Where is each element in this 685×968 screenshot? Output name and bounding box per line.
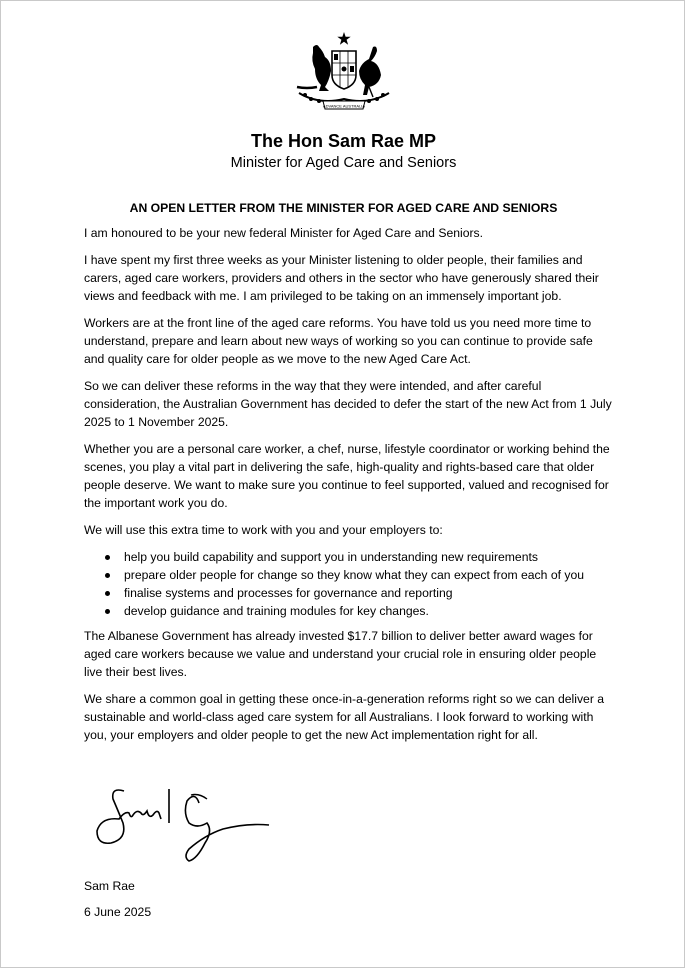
paragraph-2: I have spent my first three weeks as your Minister listening to older people, their families and carers, aged care workers, providers and others in the sector who have generously shared their views and feedback with me. I am privileged to be taking on an immensely important job. [84, 253, 599, 303]
list-item: finalise systems and processes for governance and reporting [84, 584, 614, 602]
paragraph-4: So we can deliver these reforms in the way that they were intended, and after careful consideration, the Australian Government has decided to defer the start of the new Act from 1 July 2025 to 1 November 2025. [84, 379, 612, 429]
paragraph-6: We will use this extra time to work with you and your employers to: [84, 523, 443, 537]
paragraph-1: I am honoured to be your new federal Minister for Aged Care and Seniors. [84, 226, 484, 240]
paragraph-5: Whether you are a personal care worker, a chef, nurse, lifestyle coordinator or working behind the scenes, you play a vital part in delivering the safe, high-quality and rights-based care that older people deserve. We want to make sure you continue to feel supported, valued and recognised for the important work you do. [84, 442, 610, 510]
crest-motto: ADVANCE AUSTRALIA [322, 103, 366, 109]
letter-heading: AN OPEN LETTER FROM THE MINISTER FOR AGED CARE AND SENIORS [129, 201, 558, 215]
paragraph-3: Workers are at the front line of the aged care reforms. You have told us you need more time to understand, prepare and learn about new ways of working so you can continue to provide safe and quality care for older people as we move to the new Aged Care Act. [84, 316, 593, 366]
list-item: develop guidance and training modules for key changes. [84, 602, 614, 620]
handwritten-signature [89, 783, 274, 873]
minister-role: Minister for Aged Care and Seniors [230, 155, 457, 171]
minister-name: The Hon Sam Rae MP [250, 131, 437, 151]
bullet-icon [105, 591, 110, 596]
list-item: prepare older people for change so they know what they can expect from each of you [84, 566, 614, 584]
bullet-icon [105, 573, 110, 578]
list-item: help you build capability and support you in understanding new requirements [84, 548, 614, 566]
bullet-list [84, 548, 614, 620]
coat-of-arms-icon [289, 31, 399, 115]
paragraph-8: We share a common goal in getting these once-in-a-generation reforms right so we can deliver a sustainable and world-class aged care system for all Australians. I look forward to working with you, your employers and older people to get the new Act implementation right for all. [84, 692, 605, 742]
letter-body [84, 224, 614, 753]
paragraph-7: The Albanese Government has already invested $17.7 billion to deliver better award wages for aged care workers because we value and understand your crucial role in ensuring older people live their best lives. [84, 629, 597, 679]
letter-date: 6 June 2025 [84, 905, 152, 919]
bullet-icon [105, 609, 110, 614]
bullet-icon [105, 555, 110, 560]
signer-name: Sam Rae [84, 879, 135, 893]
